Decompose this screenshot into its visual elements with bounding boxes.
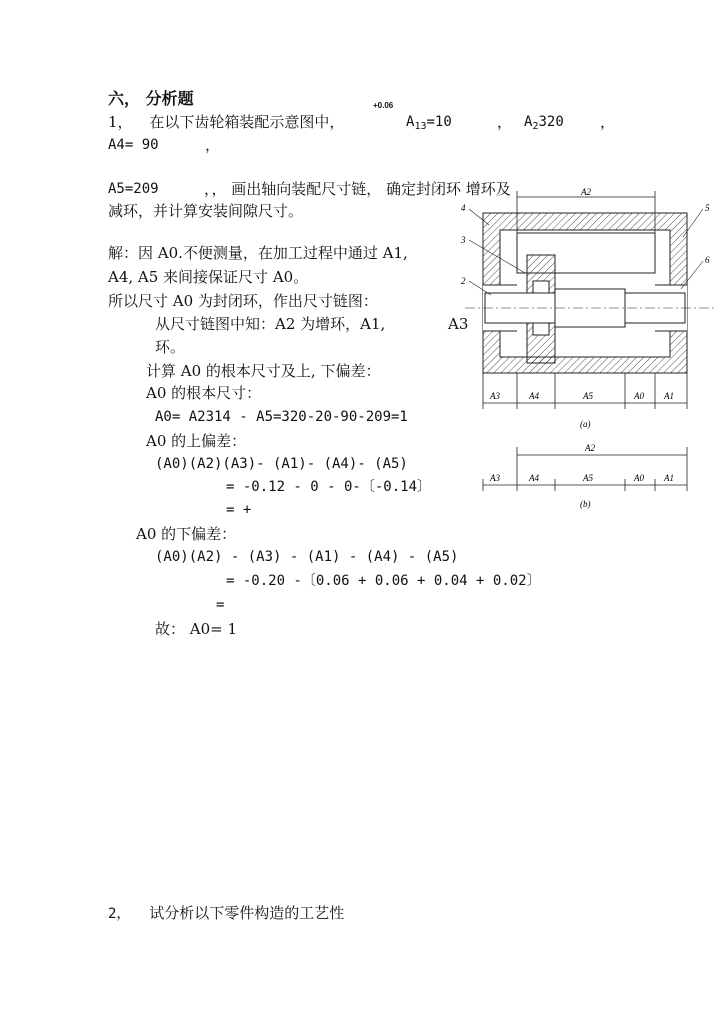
part-number-5: 5 <box>705 203 710 213</box>
a13-value: =10 <box>426 114 452 130</box>
a13-sub: 13 <box>414 121 427 132</box>
solution-line-7: A0 的根本尺寸： <box>146 384 262 402</box>
chain-a-label-a3: A3 <box>490 391 500 401</box>
dimension-a4: A4= 90 <box>108 137 159 153</box>
part-number-3: 3 <box>461 235 466 245</box>
solution-line-16: = <box>216 597 225 613</box>
solution-line-6: 计算 A0 的根本尺寸及上, 下偏差： <box>146 362 381 380</box>
a2-sub: 2 <box>532 121 539 132</box>
chain-a-label-a0: A0 <box>634 391 644 401</box>
chain-a-label-a5: A5 <box>583 391 593 401</box>
comma-3: ， <box>205 136 221 154</box>
question-1-number: 1， <box>108 113 133 131</box>
question-1-line-4: 减环，并计算安装间隙尺寸。 <box>108 202 304 220</box>
solution-line-3: 所以尺寸 A0 为封闭环，作出尺寸链图： <box>108 292 378 310</box>
a13-label: A <box>406 114 415 130</box>
solution-line-14: (A0)(A2) - (A3) - (A1) - (A4) - (A5) <box>155 549 459 565</box>
caption-b: (b) <box>580 499 591 509</box>
solution-line-1: 解：因 A0.不便测量，在加工过程中通过 A1, <box>108 244 408 262</box>
solution-line-9: A0 的上偏差： <box>146 432 247 450</box>
solution-line-4-tail: A3 <box>448 315 469 333</box>
tolerance-upper: +0.06 <box>373 101 394 110</box>
a2-label: A <box>524 114 533 130</box>
solution-line-5: 环。 <box>155 338 186 356</box>
question-1-line-3: ，， 画出轴向装配尺寸链， 确定封闭环 增环及 <box>204 180 511 198</box>
chain-b-label-a0: A0 <box>634 473 644 483</box>
question-2-number: 2， <box>108 906 131 922</box>
solution-line-11: = -0.12 - 0 - 0-〔-0.14〕 <box>226 479 432 495</box>
question-2 <box>108 904 344 923</box>
a2-value: 320 <box>538 114 564 130</box>
solution-line-10: (A0)(A2)(A3)- (A1)- (A4)- (A5) <box>155 456 408 472</box>
label-a2-top: A2 <box>581 187 591 197</box>
solution-line-13: A0 的下偏差： <box>136 525 237 543</box>
chain-b-label-a3: A3 <box>490 473 500 483</box>
caption-a: (a) <box>580 419 591 429</box>
dimension-chain-b <box>483 447 687 491</box>
part-number-2: 2 <box>461 276 466 286</box>
shaft <box>465 289 717 327</box>
comma-1: ， <box>497 113 513 131</box>
solution-line-2: A4, A5 来间接保证尺寸 A0。 <box>108 268 309 286</box>
question-2-text: 试分析以下零件构造的工艺性 <box>149 904 345 922</box>
question-1-text: 在以下齿轮箱装配示意图中， <box>149 113 345 131</box>
chain-b-label-a2: A2 <box>585 443 595 453</box>
solution-line-8: A0= A2314 - A5=320-20-90-209=1 <box>155 409 408 425</box>
gearbox-assembly-diagram <box>455 185 720 515</box>
dimension-a13 <box>406 113 452 136</box>
solution-line-12: = + <box>226 502 252 518</box>
chain-a-label-a4: A4 <box>529 391 539 401</box>
solution-line-17: 故： A0= 1 <box>155 620 238 638</box>
chain-b-label-a4: A4 <box>529 473 539 483</box>
question-1-line-1 <box>108 113 344 131</box>
chain-a-label-a1: A1 <box>664 391 674 401</box>
part-number-4: 4 <box>461 203 466 213</box>
solution-line-4: 从尺寸链图中知：A2 为增环，A1, <box>155 315 386 333</box>
section-title: 六， 分析题 <box>108 89 194 108</box>
dimension-a2 <box>524 113 564 136</box>
part-number-6: 6 <box>705 255 710 265</box>
chain-b-label-a5: A5 <box>583 473 593 483</box>
chain-b-label-a1: A1 <box>664 473 674 483</box>
solution-line-15: = -0.20 -〔0.06 + 0.06 + 0.04 + 0.02〕 <box>226 573 541 589</box>
comma-2: ， <box>600 113 616 131</box>
dimension-a5: A5=209 <box>108 181 159 197</box>
